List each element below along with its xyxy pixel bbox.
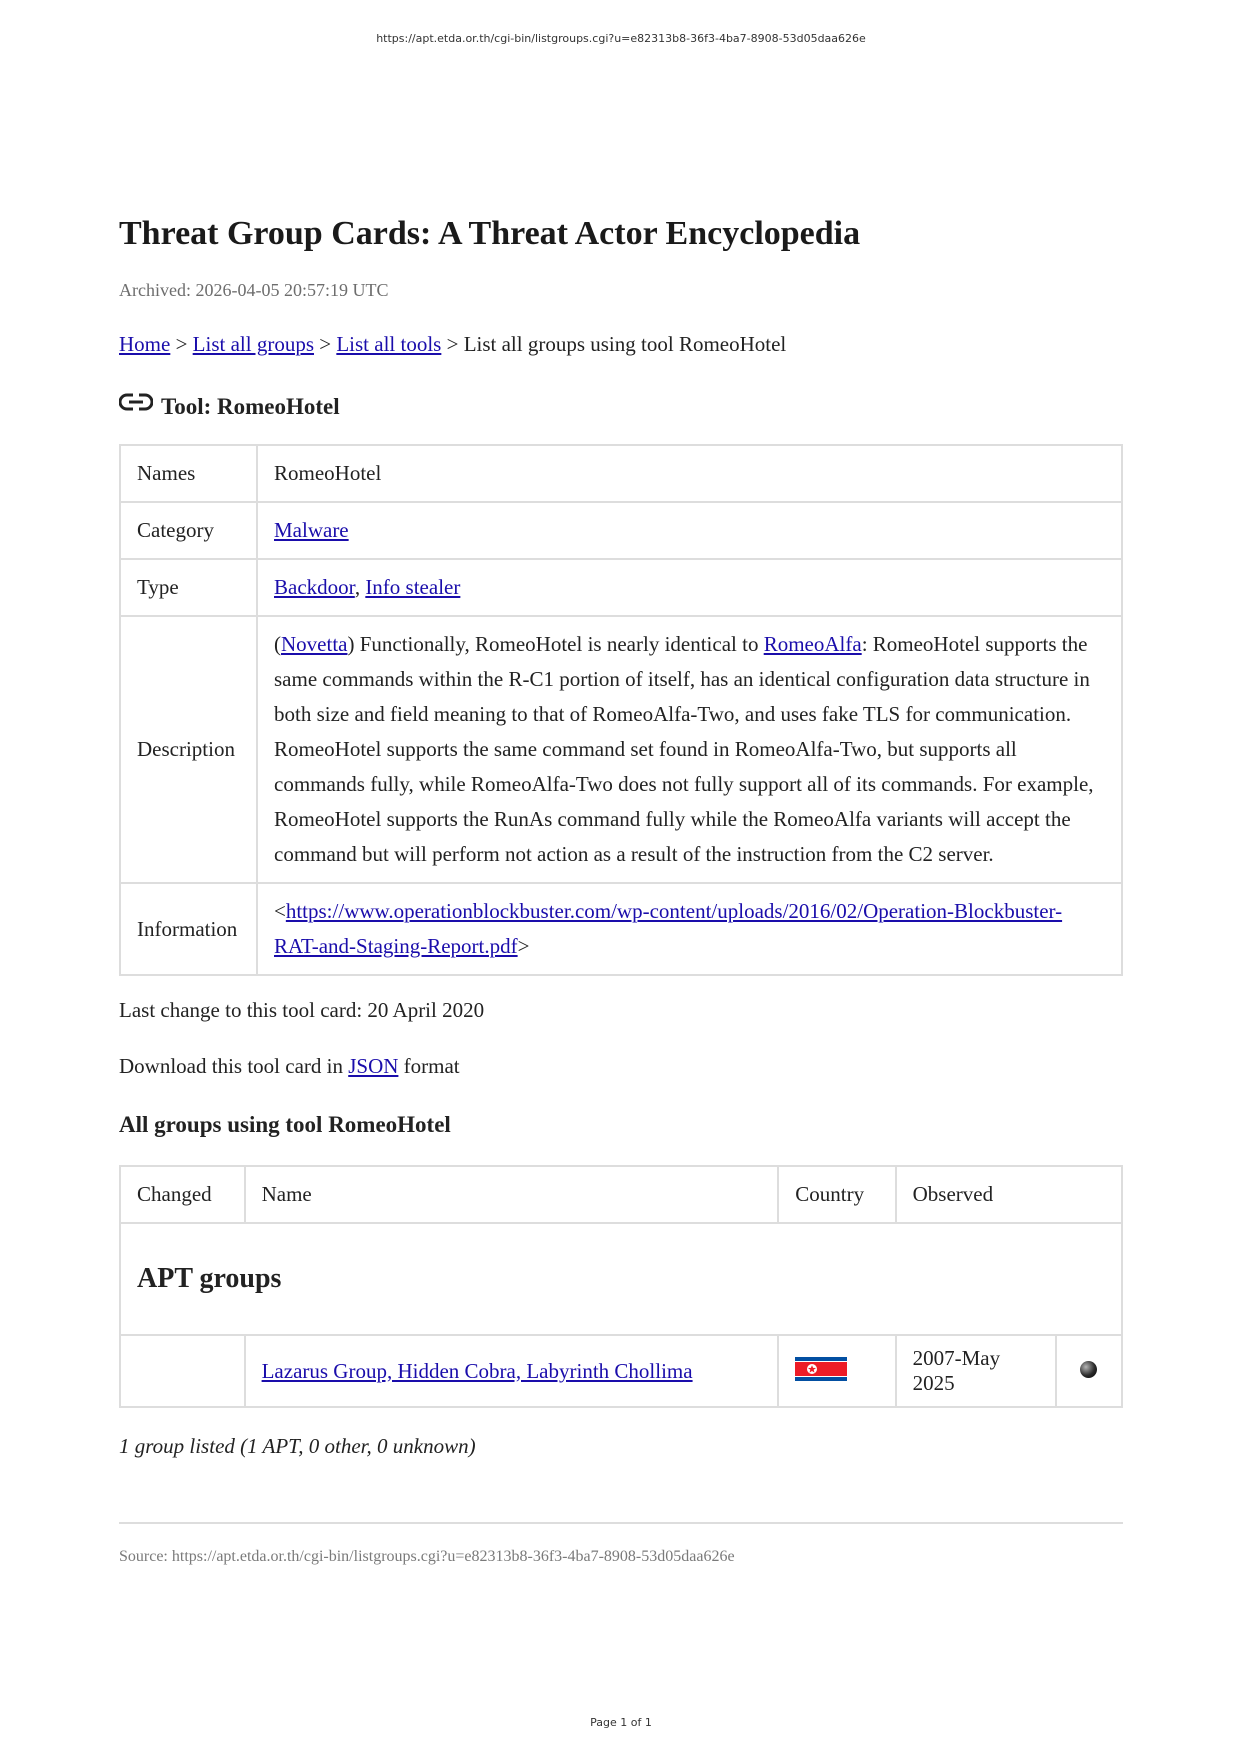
groups-table-header (120, 1166, 1122, 1223)
col-observed: Observed (896, 1166, 1122, 1223)
row-observed: 2007-May 2025 (896, 1335, 1056, 1407)
breadcrumb-separator: > (446, 332, 459, 356)
type-info-stealer-link[interactable]: Info stealer (365, 575, 461, 599)
information-value (257, 883, 1122, 975)
json-download-link[interactable]: JSON (348, 1054, 399, 1078)
archived-timestamp: Archived: 2026-04-05 20:57:19 UTC (119, 280, 389, 300)
table-row (120, 1335, 1122, 1407)
desc-text-a: ) Functionally, RomeoHotel is nearly identical to (347, 632, 764, 656)
row-name (245, 1335, 779, 1407)
download-suffix: format (403, 1054, 460, 1078)
col-name: Name (245, 1166, 779, 1223)
group-link[interactable]: Lazarus Group, Hidden Cobra, Labyrinth Chollima (261, 1358, 693, 1383)
source-url: Source: https://apt.etda.or.th/cgi-bin/listgroups.cgi?u=e82313b8-36f3-4ba7-8908-53d05daa626e (119, 1548, 735, 1565)
category-link[interactable]: Malware (274, 518, 349, 542)
section-cell (120, 1223, 1122, 1335)
names-label: Names (120, 445, 257, 502)
status-dot-icon (1080, 1361, 1097, 1378)
page-content (119, 212, 1123, 1568)
footer-divider (119, 1522, 1123, 1524)
col-country: Country (778, 1166, 895, 1223)
groups-table (119, 1165, 1123, 1408)
download-line (119, 1052, 1123, 1080)
download-prefix: Download this tool card in (119, 1054, 343, 1078)
row-status (1056, 1335, 1122, 1407)
print-header-url: https://apt.etda.or.th/cgi-bin/listgroups.cgi?u=e82313b8-36f3-4ba7-8908-53d05daa626e (376, 32, 866, 45)
groups-summary: 1 group listed (1 APT, 0 other, 0 unknown) (119, 1434, 476, 1458)
breadcrumb-home-link[interactable]: Home (119, 332, 171, 356)
description-value (257, 616, 1122, 883)
col-changed: Changed (120, 1166, 245, 1223)
page-number: Page 1 of 1 (590, 1716, 652, 1729)
info-row-type (120, 559, 1122, 616)
description-label: Description (120, 616, 257, 883)
breadcrumb-tools-link[interactable]: List all tools (336, 332, 442, 356)
type-label: Type (120, 559, 257, 616)
tool-title: Tool: RomeoHotel (161, 394, 340, 419)
breadcrumb-separator: > (319, 332, 332, 356)
category-value (257, 502, 1122, 559)
row-country (778, 1335, 895, 1407)
last-change: Last change to this tool card: 20 April 2020 (119, 998, 485, 1022)
breadcrumb-groups-link[interactable]: List all groups (192, 332, 314, 356)
section-title: APT groups (137, 1263, 282, 1294)
names-value: RomeoHotel (257, 445, 1122, 502)
breadcrumb-current: List all groups using tool RomeoHotel (463, 332, 787, 356)
info-row-description (120, 616, 1122, 883)
row-changed (120, 1335, 245, 1407)
type-value (257, 559, 1122, 616)
breadcrumb (119, 330, 1123, 358)
type-backdoor-link[interactable]: Backdoor (274, 575, 355, 599)
link-icon (119, 391, 153, 413)
groups-heading: All groups using tool RomeoHotel (119, 1112, 451, 1137)
info-row-names (120, 445, 1122, 502)
desc-text-b: : RomeoHotel supports the same commands within the R-C1 portion of itself, has an identical configuration data structure in both size and field meaning to that of RomeoAlfa-Two, and uses fake TLS for communication. RomeoHotel supports the same command set found in RomeoAlfa-Two, but supports all commands fully, while RomeoAlfa-Two does not fully support all of its commands. For example, RomeoHotel supports the RunAs command fully while the RomeoAlfa variants will accept the command but will perform not action as a result of the instruction from the C2 server. (274, 632, 1094, 866)
info-row-information (120, 883, 1122, 975)
romeoalfa-link[interactable]: RomeoAlfa (763, 632, 862, 656)
info-open-bracket: < (274, 899, 286, 923)
breadcrumb-separator: > (175, 332, 188, 356)
type-separator: , (354, 575, 361, 599)
info-close-bracket: > (517, 934, 530, 958)
info-row-category (120, 502, 1122, 559)
section-row (120, 1223, 1122, 1335)
information-label: Information (120, 883, 257, 975)
desc-open-paren: ( (274, 632, 281, 656)
report-pdf-link[interactable]: https://www.operationblockbuster.com/wp-content/uploads/2016/02/Operation-Blockbuster-RAT-and-Staging-Report.pdf (274, 899, 1063, 958)
north-korea-flag-icon (795, 1357, 847, 1381)
tool-info-table (119, 444, 1123, 976)
page-title: Threat Group Cards: A Threat Actor Encyclopedia (119, 215, 861, 252)
category-label: Category (120, 502, 257, 559)
novetta-link[interactable]: Novetta (281, 632, 348, 656)
tool-header (119, 392, 1123, 422)
